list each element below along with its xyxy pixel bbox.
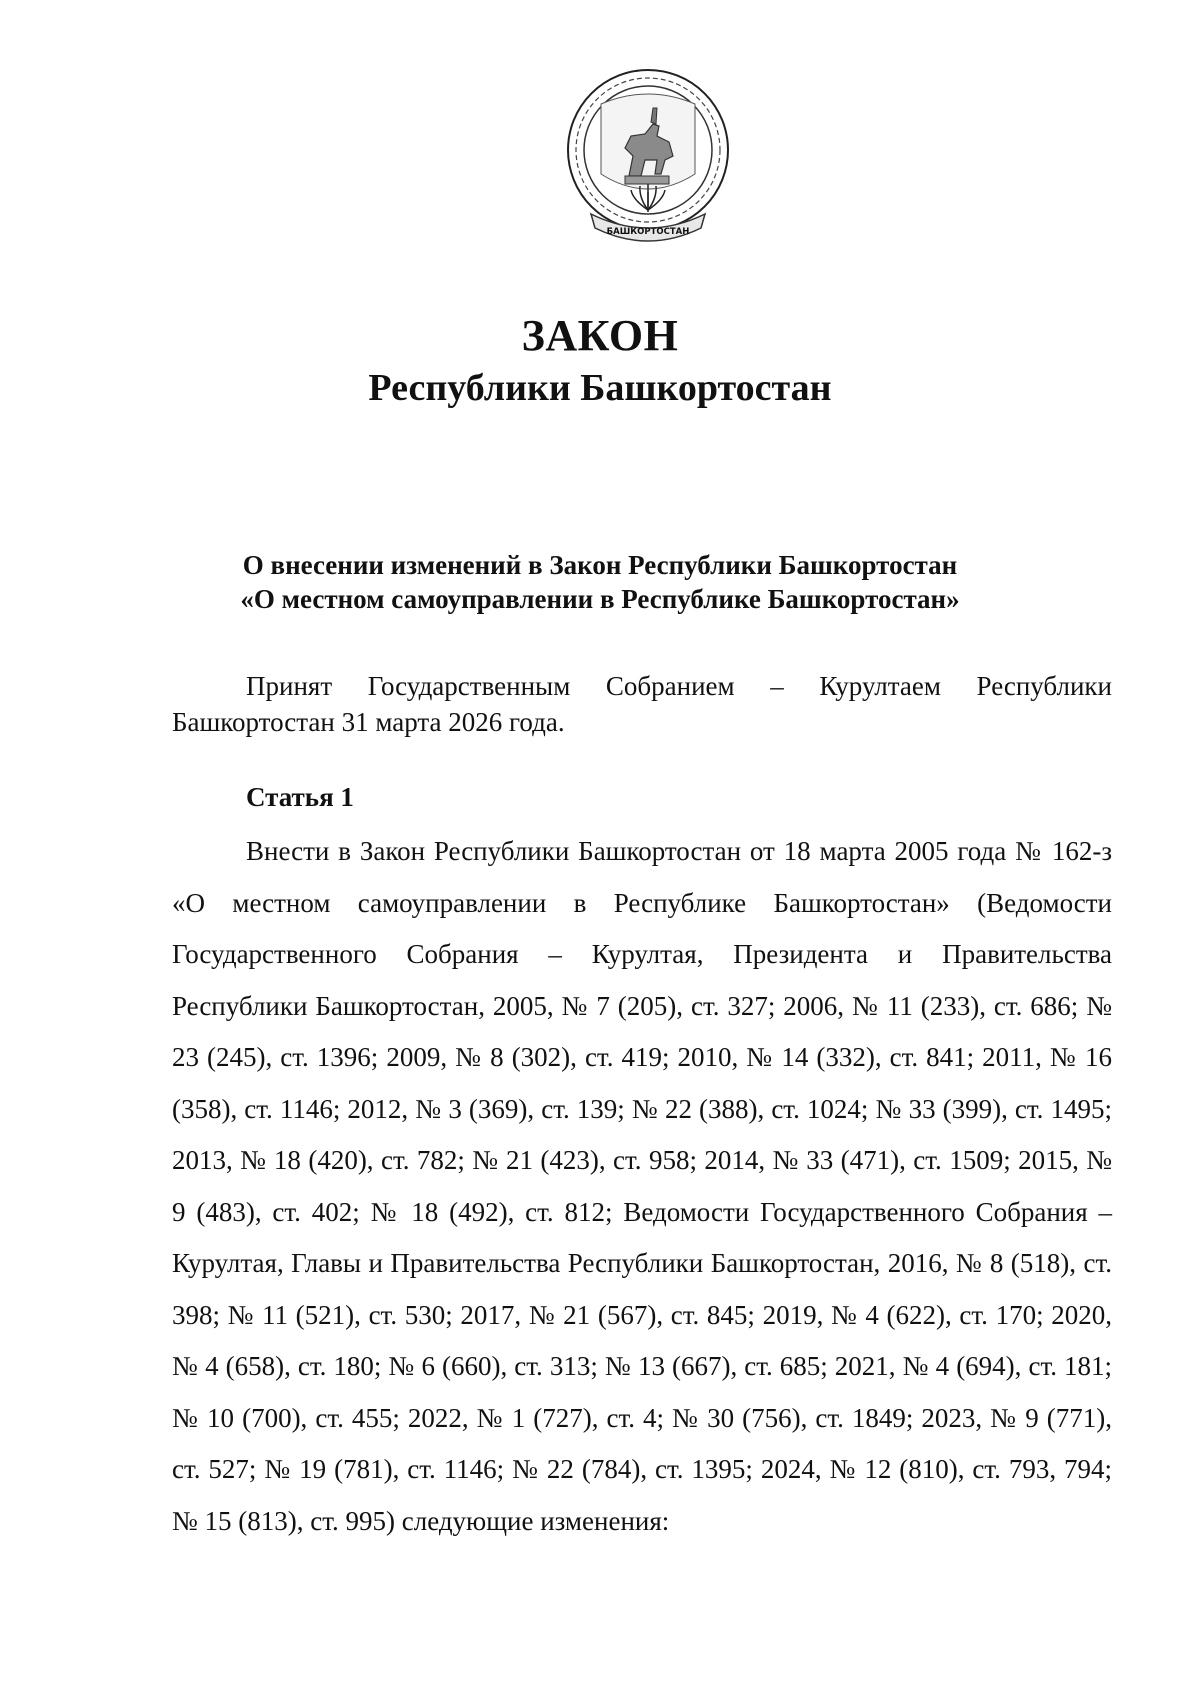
article-1-heading: Статья 1 [246, 782, 354, 812]
article-1-text: Внести в Закон Республики Башкортостан от 18 марта 2005 года № 162-з «О местном самоуправлении в Республике Башкортостан» (Ведомости Государственного Собрания – Курултая, Президента и Правительства Республики Башкортостан, 2005, № 7 (205), ст. 327; 2006, № 11 (233), ст. 686; № 23 (245), ст. 1396; 2009, № 8 (302), ст. 419; 2010, № 14 (332), ст. 841; 2011, № 16 (358), ст. 1146; 2012, № 3 (369), ст. 139; № 22 (388), ст. 1024; № 33 (399), ст. 1495; 2013, № 18 (420), ст. 782; № 21 (423), ст. 958; 2014, № 33 (471), ст. 1509; 2015, № 9 (483), ст. 402; № 18 (492), ст. 812; Ведомости Государственного Собрания – Курултая, Главы и Правительства Республики Башкортостан, 2016, № 8 (518), ст. 398; № 11 (521), ст. 530; 2017, № 21 (567), ст. 845; 2019, № 4 (622), ст. 170; 2020, № 4 (658), ст. 180; № 6 (660), ст. 313; № 13 (667), ст. 685; 2021, № 4 (694), ст. 181; № 10 (700), ст. 455; 2022, № 1 (727), ст. 4; № 30 (756), ст. 1849; 2023, № 9 (771), ст. 527; № 19 (781), ст. 1146; № 22 (784), ст. 1395; 2024, № 12 (810), ст. 793, 794; № 15 (813), ст. 995) следующие изменения: [172, 836, 1112, 1536]
document-title-block [0, 310, 1200, 412]
adoption-statement: Принят Государственным Собранием – Курултаем Республики Башкортостан 31 марта 2026 года. [172, 671, 1112, 737]
document-title: ЗАКОН [521, 311, 679, 360]
law-subject-line-1: О внесении изменений в Закон Республики Башкортостан [242, 550, 958, 580]
law-subject-line-2: «О местном самоуправлении в Республике Башкортостан» [240, 584, 960, 614]
emblem-ribbon-text: БАШКОРТОСТАН [606, 227, 690, 237]
document-subtitle: Республики Башкортостан [368, 367, 832, 409]
bashkortostan-coat-of-arms-icon [561, 64, 735, 256]
law-subject [0, 548, 1200, 616]
